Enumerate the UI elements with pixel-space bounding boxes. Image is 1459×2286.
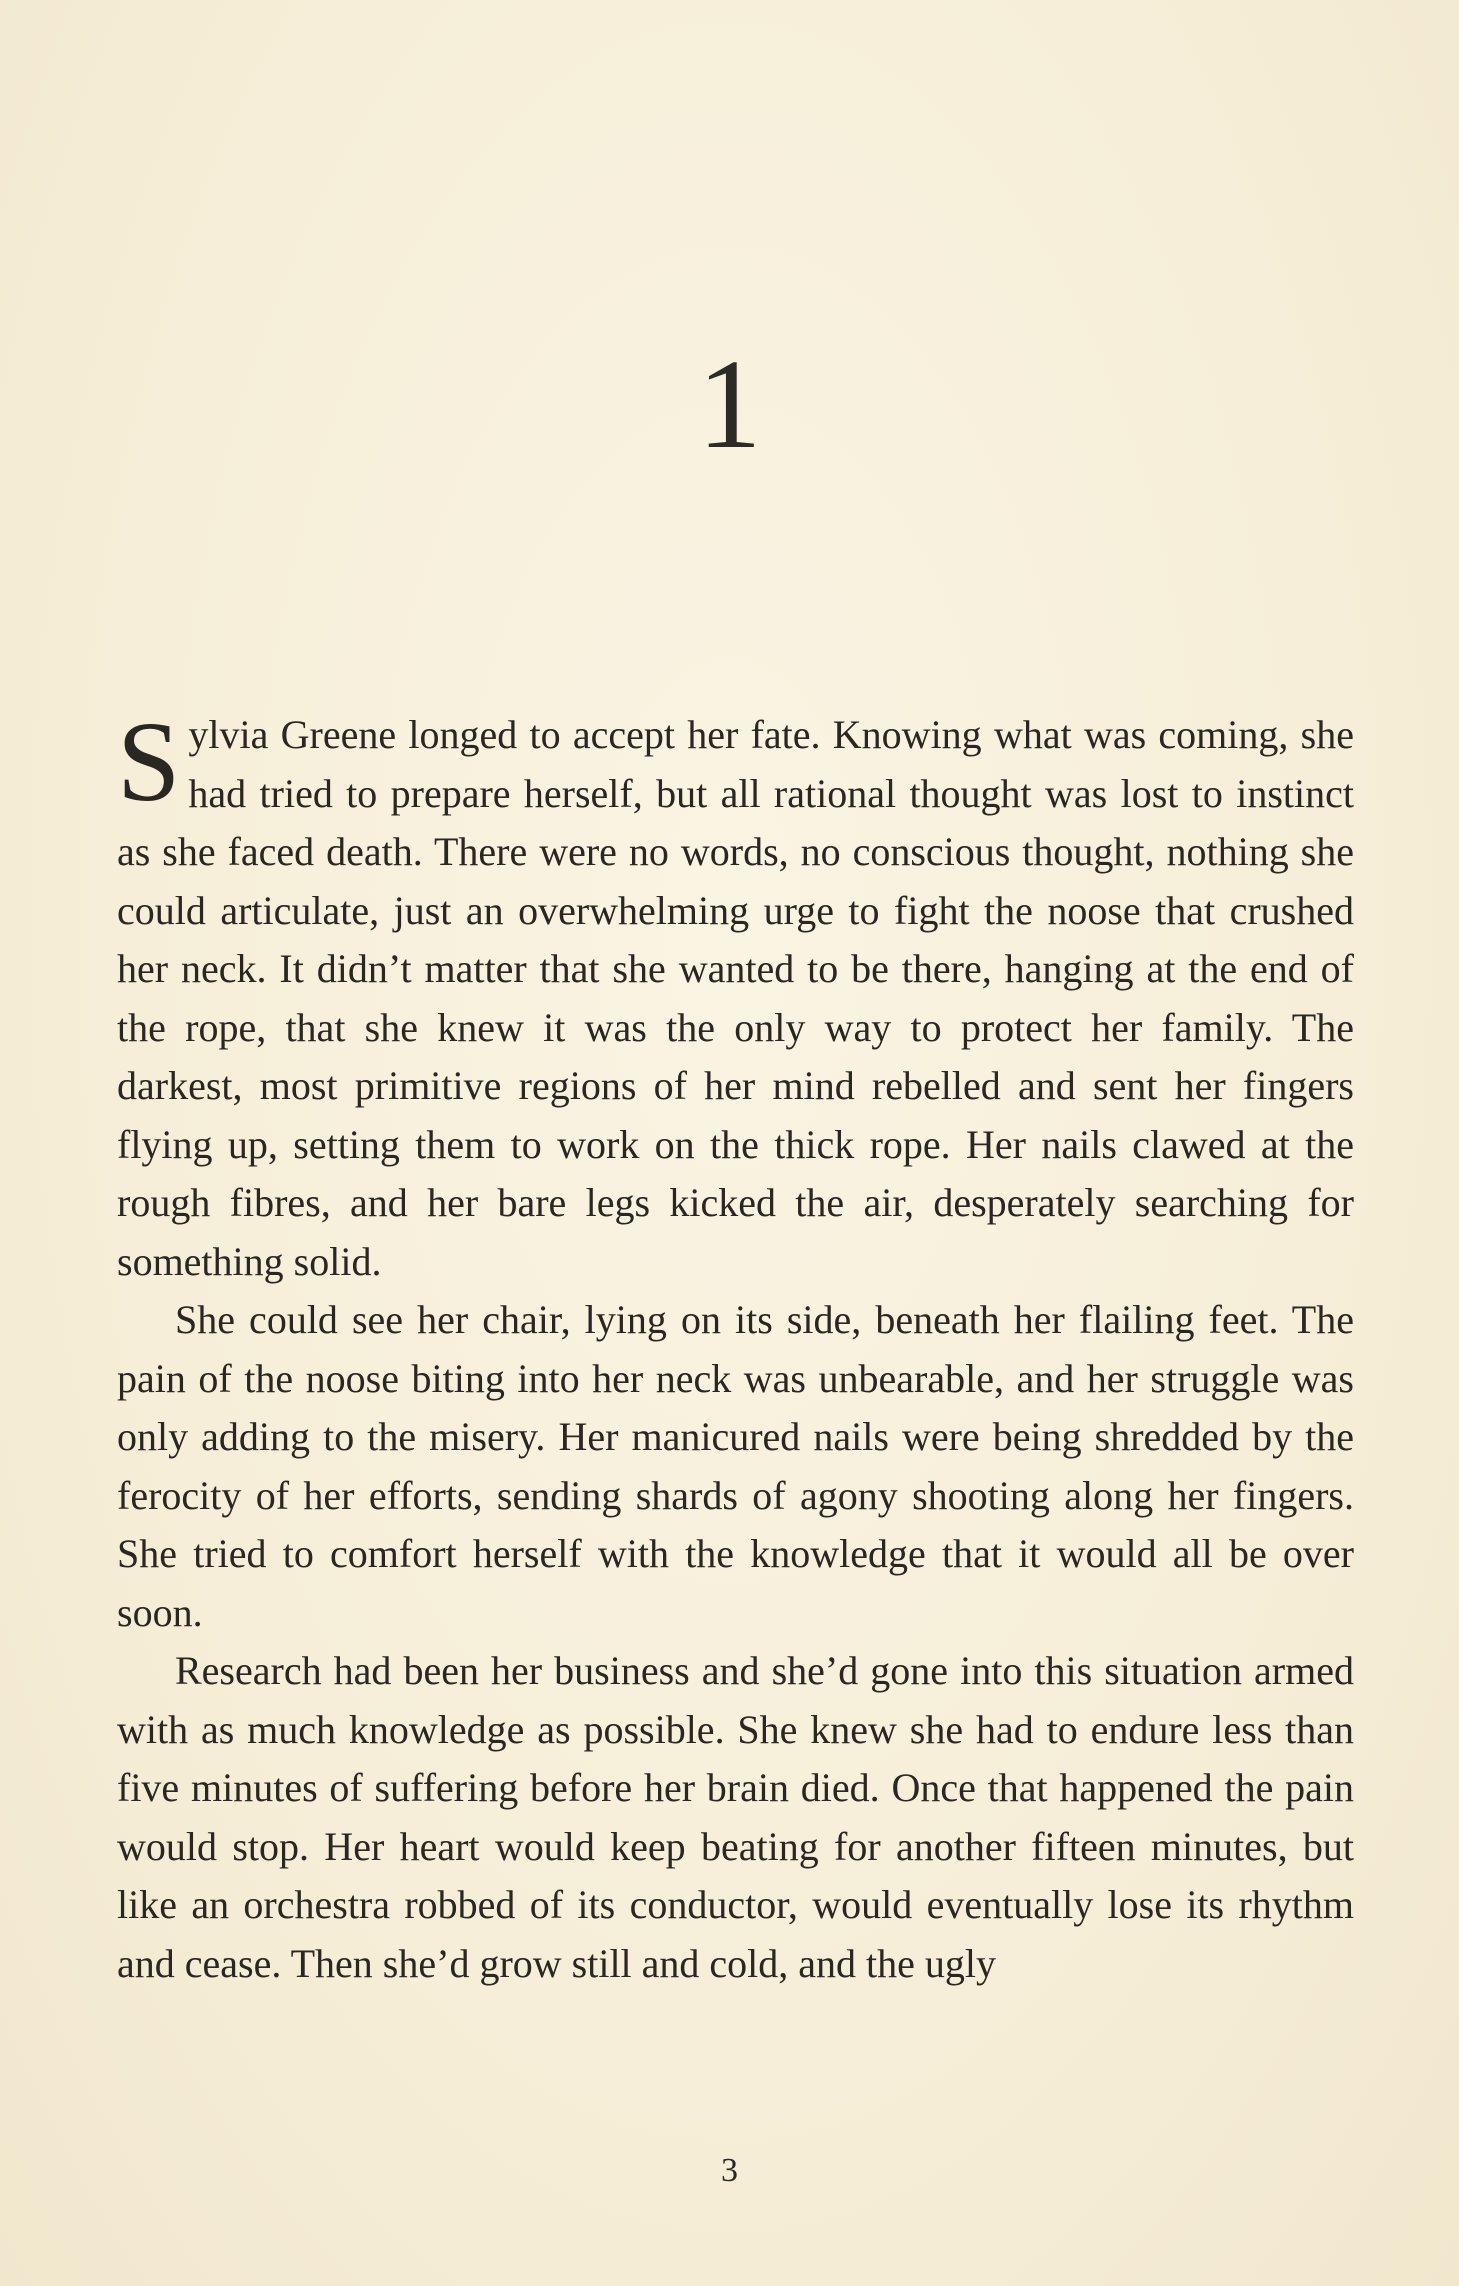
paragraph-3: Research had been her business and she’d gone into this situation armed with as much knowledge as possible. She knew she had to endure less than five minutes of suffering before her brain died. Once that happened the pain would stop. Her heart would keep beating for another fifteen minutes, but like an orchestra robbed of its conductor, would eventually lose its rhythm and cease. Then she’d grow still and cold, and the ugly	[117, 1648, 1354, 1986]
page-number: 3	[721, 2152, 738, 2189]
paragraph-2: She could see her chair, lying on its side, beneath her flailing feet. The pain of the noose biting into her neck was unbearable, and her struggle was only adding to the misery. Her manicured nails were being shredded by the ferocity of her efforts, sending shards of agony shooting along her fingers. She tried to comfort herself with the knowledge that it would all be over soon.	[117, 1297, 1354, 1635]
drop-cap: S	[117, 698, 181, 825]
body-text	[117, 698, 1354, 1993]
paragraph-1	[117, 698, 1354, 1291]
paragraph-1-text: ylvia Greene longed to accept her fate. Knowing what was coming, she had tried to prepare herself, but all rational thought was lost to instinct as she faced death. There were no words, no conscious thought, nothing she could articulate, just an overwhelming urge to fight the noose that crushed her neck. It didn’t matter that she wanted to be there, hanging at the end of the rope, that she knew it was the only way to protect her family. The darkest, most primitive regions of her mind rebelled and sent her fingers flying up, setting them to work on the thick rope. Her nails clawed at the rough fibres, and her bare legs kicked the air, desperately searching for something solid.	[117, 712, 1354, 1284]
chapter-number: 1	[697, 333, 762, 475]
